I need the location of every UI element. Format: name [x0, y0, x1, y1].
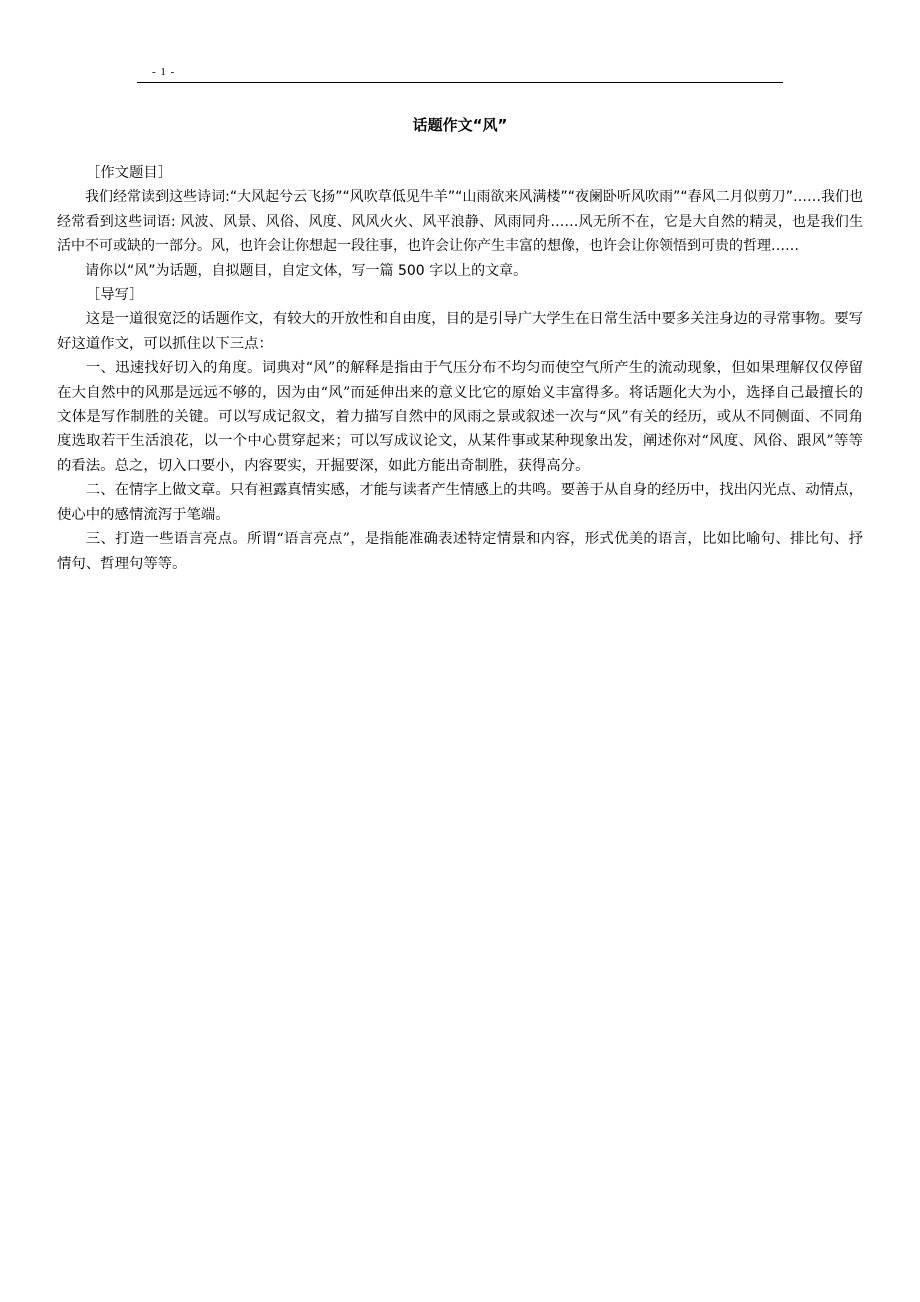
- document-body: [57, 161, 863, 576]
- guide-paragraph-point-1: 一、迅速找好切入的角度。词典对“风”的解释是指由于气压分布不均匀而使空气所产生的流动现象，但如果理解仅仅停留在大自然中的风那是远远不够的，因为由“风”而延伸出来的意义比它的原始义丰富得多。将话题化大为小，选择自己最擅长的文体是写作制胜的关键。可以写成记叙文，着力描写自然中的风雨之景或叙述一次与“风”有关的经历，或从不同侧面、不同角度选取若干生活浪花，以一个中心贯穿起来；可以写成议论文，从某件事或某种现象出发，阐述你对“风度、风俗、跟风”等等的看法。总之，切入口要小，内容要实，开掘要深，如此方能出奇制胜，获得高分。: [57, 360, 863, 474]
- guide-section-label: ［导写］: [85, 287, 144, 304]
- guide-paragraph-intro: 这是一道很宽泛的话题作文，有较大的开放性和自由度，目的是引导广大学生在日常生活中要多关注身边的寻常事物。要写好这道作文，可以抓住以下三点：: [57, 311, 863, 352]
- guide-paragraph-point-2: 二、在情字上做文章。只有袒露真情实感，才能与读者产生情感上的共鸣。要善于从自身的经历中，找出闪光点、动情点，使心中的感情流泻于笔端。: [57, 482, 863, 523]
- page-number: - 1 -: [152, 66, 176, 78]
- prompt-paragraph-2: 请你以“风”为话题，自拟题目，自定文体，写一篇 500 字以上的文章。: [85, 262, 528, 279]
- prompt-section-label: ［作文题目］: [85, 165, 173, 181]
- document-title: 话题作文“风”: [412, 116, 508, 134]
- guide-paragraph-point-3: 三、打造一些语言亮点。所谓“语言亮点”，是指能准确表述特定情景和内容，形式优美的语言，比如比喻句、排比句、抒情句、哲理句等等。: [57, 531, 863, 572]
- prompt-paragraph-1: 我们经常读到这些诗词:“大风起兮云飞扬”“风吹草低见牛羊”“山雨欲来风满楼”“夜阑卧听风吹雨”“春风二月似剪刀”……我们也经常看到这些词语: 风波、风景、风俗、风度、风风火火、风平浪静、风雨同舟……风无所不在，它是大自然的精灵，也是我们生活中不可或缺的一部分。风，也许会让你想起一段往事，也许会让你产生丰富的想像，也许会让你领悟到可贵的哲理……: [57, 189, 863, 255]
- header-rule: [137, 82, 783, 83]
